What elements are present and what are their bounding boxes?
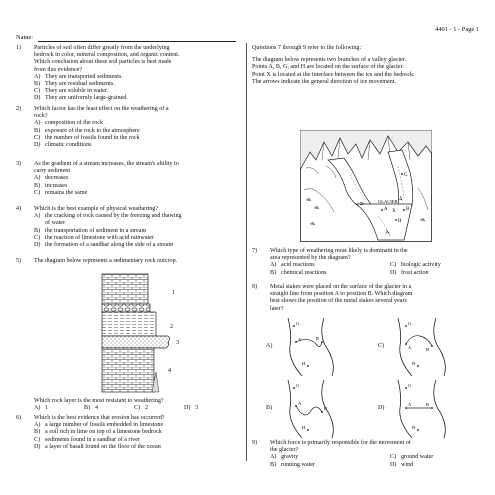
choice-label[interactable]: C) — [378, 343, 385, 349]
answer-option[interactable]: C) biologic activity — [390, 262, 441, 269]
stem-line: carry sediment — [34, 168, 71, 175]
question-number: 3) — [16, 161, 22, 167]
answer-option[interactable]: A) decreases — [34, 175, 69, 182]
page-id: 4401 - 1 - Page 1 — [435, 26, 479, 33]
answer-option[interactable]: A) composition of the rock — [34, 120, 104, 127]
answer-option[interactable]: D) frost action — [390, 269, 429, 276]
answer-option[interactable]: D) climatic conditions — [34, 142, 92, 149]
stem-line: Which is the best evidence that erosion has occurred? — [34, 415, 165, 421]
answer-option[interactable]: B) 4 — [84, 405, 99, 412]
choice-label[interactable]: D) — [378, 405, 385, 411]
answer-option[interactable]: C) remains the same — [34, 189, 88, 196]
stem-line: area represented by the diagram? — [270, 255, 351, 262]
answer-option[interactable]: D) wind — [390, 461, 414, 468]
point-label-b: B — [316, 336, 320, 341]
name-field[interactable] — [38, 41, 236, 42]
point-label-b: B — [426, 402, 430, 407]
stem-line: The diagram below represents a sedimentary rock outcrop. — [34, 258, 178, 264]
answer-option[interactable]: B) the transportation of sediment in a stream — [34, 227, 147, 234]
answer-option[interactable]: A) acid reactions — [270, 262, 315, 269]
choice-label[interactable]: B) — [266, 405, 273, 411]
answer-option[interactable]: A) They are transported sediments. — [34, 73, 123, 80]
point-label-g: G — [296, 321, 300, 326]
passage-line: The diagram below represents two branches of a valley glacier. — [252, 57, 406, 64]
answer-option[interactable]: C) 2 — [134, 405, 149, 412]
point-label-h: H — [302, 361, 306, 366]
stem-line: Which type of weathering most likely is dominant in the — [270, 248, 408, 254]
point-label-g: G — [296, 383, 300, 388]
stem-line: Which is the best example of physical weathering? — [34, 206, 159, 212]
choice-label[interactable]: A) — [266, 343, 273, 349]
name-label: Name: — [16, 34, 34, 41]
point-label-a: A — [408, 402, 412, 407]
point-label-g: G — [408, 321, 412, 326]
choice-diagram-c[interactable] — [392, 316, 452, 378]
point-label-a: A — [298, 337, 302, 342]
stem-line: from this evidence? — [34, 66, 83, 73]
choice-diagram-a[interactable] — [282, 316, 340, 378]
answer-option[interactable]: C) the number of fossils found in the rock — [34, 134, 140, 141]
question-number: 6) — [16, 415, 22, 421]
answer-option[interactable]: A) a large number of fossils embedded in limestone — [34, 422, 164, 429]
rock-layer-1 — [102, 274, 148, 304]
answer-option[interactable]: C) the reaction of limestone with acid rainwater — [34, 234, 154, 241]
layer-label: 3 — [176, 340, 179, 346]
question-number: 5) — [16, 258, 22, 264]
question-number: 7) — [252, 248, 258, 254]
point-label-a: A — [384, 207, 388, 212]
stem-line: bedrock in color, mineral composition, and organic content. — [34, 52, 180, 59]
point-label-b: B — [324, 406, 328, 411]
stem-line: Particles of soil often differ greatly from the underlying — [34, 45, 170, 51]
point-label-h: H — [412, 425, 416, 430]
point-label-b: B — [426, 347, 430, 352]
glacier-label: GLACIER — [378, 199, 398, 204]
answer-option[interactable]: D) a layer of basalt found on the floor of the ocean — [34, 443, 161, 450]
layer-label: 1 — [172, 290, 175, 296]
answer-option[interactable]: B) They are residual sediments. — [34, 81, 115, 88]
stem-line: best shows the position of the metal stakes several years — [270, 298, 407, 305]
question-number: 1) — [16, 45, 22, 51]
answer-option[interactable]: D) They are uniformly large-grained. — [34, 95, 128, 102]
rock-outcrop-diagram — [96, 272, 196, 396]
answer-option[interactable]: B) chemical reactions — [270, 269, 327, 276]
stem-line: rock? — [34, 113, 48, 120]
rock-layer-4 — [102, 348, 154, 392]
passage-line: The arrows indicate the general direction of ice movement. — [252, 78, 396, 85]
layer-label: 2 — [170, 324, 173, 330]
stem-line: As the gradient of a stream increases, the stream's ability to — [34, 161, 179, 167]
point-label-h: H — [398, 219, 402, 224]
answer-option[interactable]: D) 3 — [184, 405, 199, 412]
stem-line: the glacier? — [270, 447, 299, 454]
conglomerate-band — [102, 304, 150, 312]
answer-option[interactable]: C) sediments found in a sandbar of a river — [34, 436, 140, 443]
question-number: 4) — [16, 206, 22, 212]
answer-option[interactable]: A) 1 — [34, 405, 49, 412]
choice-diagram-b[interactable] — [282, 378, 340, 440]
answer-option-continued: of water — [45, 220, 66, 227]
passage-heading: Questions 7 through 9 refer to the following: — [252, 45, 362, 51]
point-label-b: B — [406, 207, 410, 212]
stem-line: straight line from position A to position B. Which diagram — [270, 291, 413, 298]
question-text: Which rock layer is the most resistant to weathering? — [34, 398, 164, 404]
question-number: 9) — [252, 440, 258, 446]
passage-line: Points A, B, G, and H are located on the surface of the glacier. — [252, 64, 404, 71]
question-5-prompt — [34, 398, 224, 413]
stem-line: Which force is primarily responsible for the movement of — [270, 440, 411, 446]
layer-label: 4 — [168, 368, 171, 374]
point-label-h: H — [412, 361, 416, 366]
point-label-g: G — [404, 173, 408, 178]
answer-option[interactable]: B) increases — [34, 182, 68, 189]
passage-intro — [252, 45, 415, 86]
answer-option[interactable]: C) ground water — [390, 454, 434, 461]
glacier-diagram — [300, 130, 432, 242]
answer-option[interactable]: A) the cracking of rock caused by the freezing and thawing — [34, 213, 182, 220]
point-label-a: A — [408, 345, 412, 350]
question-number: 2) — [16, 106, 22, 112]
stem-line: Metal stakes were placed on the surface of the glacier in a — [270, 284, 412, 290]
question-number: 8) — [252, 284, 258, 290]
point-label-g: G — [408, 383, 412, 388]
stem-line: later? — [270, 305, 284, 312]
rock-layer-2 — [102, 312, 156, 336]
answer-option[interactable]: B) a soil rich in lime on top of a limestone bedrock — [34, 429, 162, 436]
point-label-h: H — [302, 425, 306, 430]
stem-line: Which conclusion about these soil particles is best made — [34, 59, 172, 66]
rock-layer-3 — [102, 336, 170, 348]
column-divider — [246, 43, 247, 461]
answer-option[interactable]: C) They are soluble in water. — [34, 88, 109, 95]
answer-option[interactable]: B) exposure of the rock to the atmosphere — [34, 127, 140, 134]
passage-line: Point X is located at the interface between the ice and the bedrock. — [252, 71, 415, 78]
answer-option[interactable]: A) gravity — [270, 454, 299, 461]
point-label-x: X — [392, 209, 396, 214]
answer-option[interactable]: B) running water — [270, 461, 316, 468]
answer-option[interactable]: D) the formation of a sandbar along the side of a stream — [34, 242, 174, 249]
choice-diagram-d[interactable] — [392, 378, 452, 440]
point-label-a: A — [298, 401, 302, 406]
stem-line: Which factor has the least effect on the weathering of a — [34, 106, 169, 112]
